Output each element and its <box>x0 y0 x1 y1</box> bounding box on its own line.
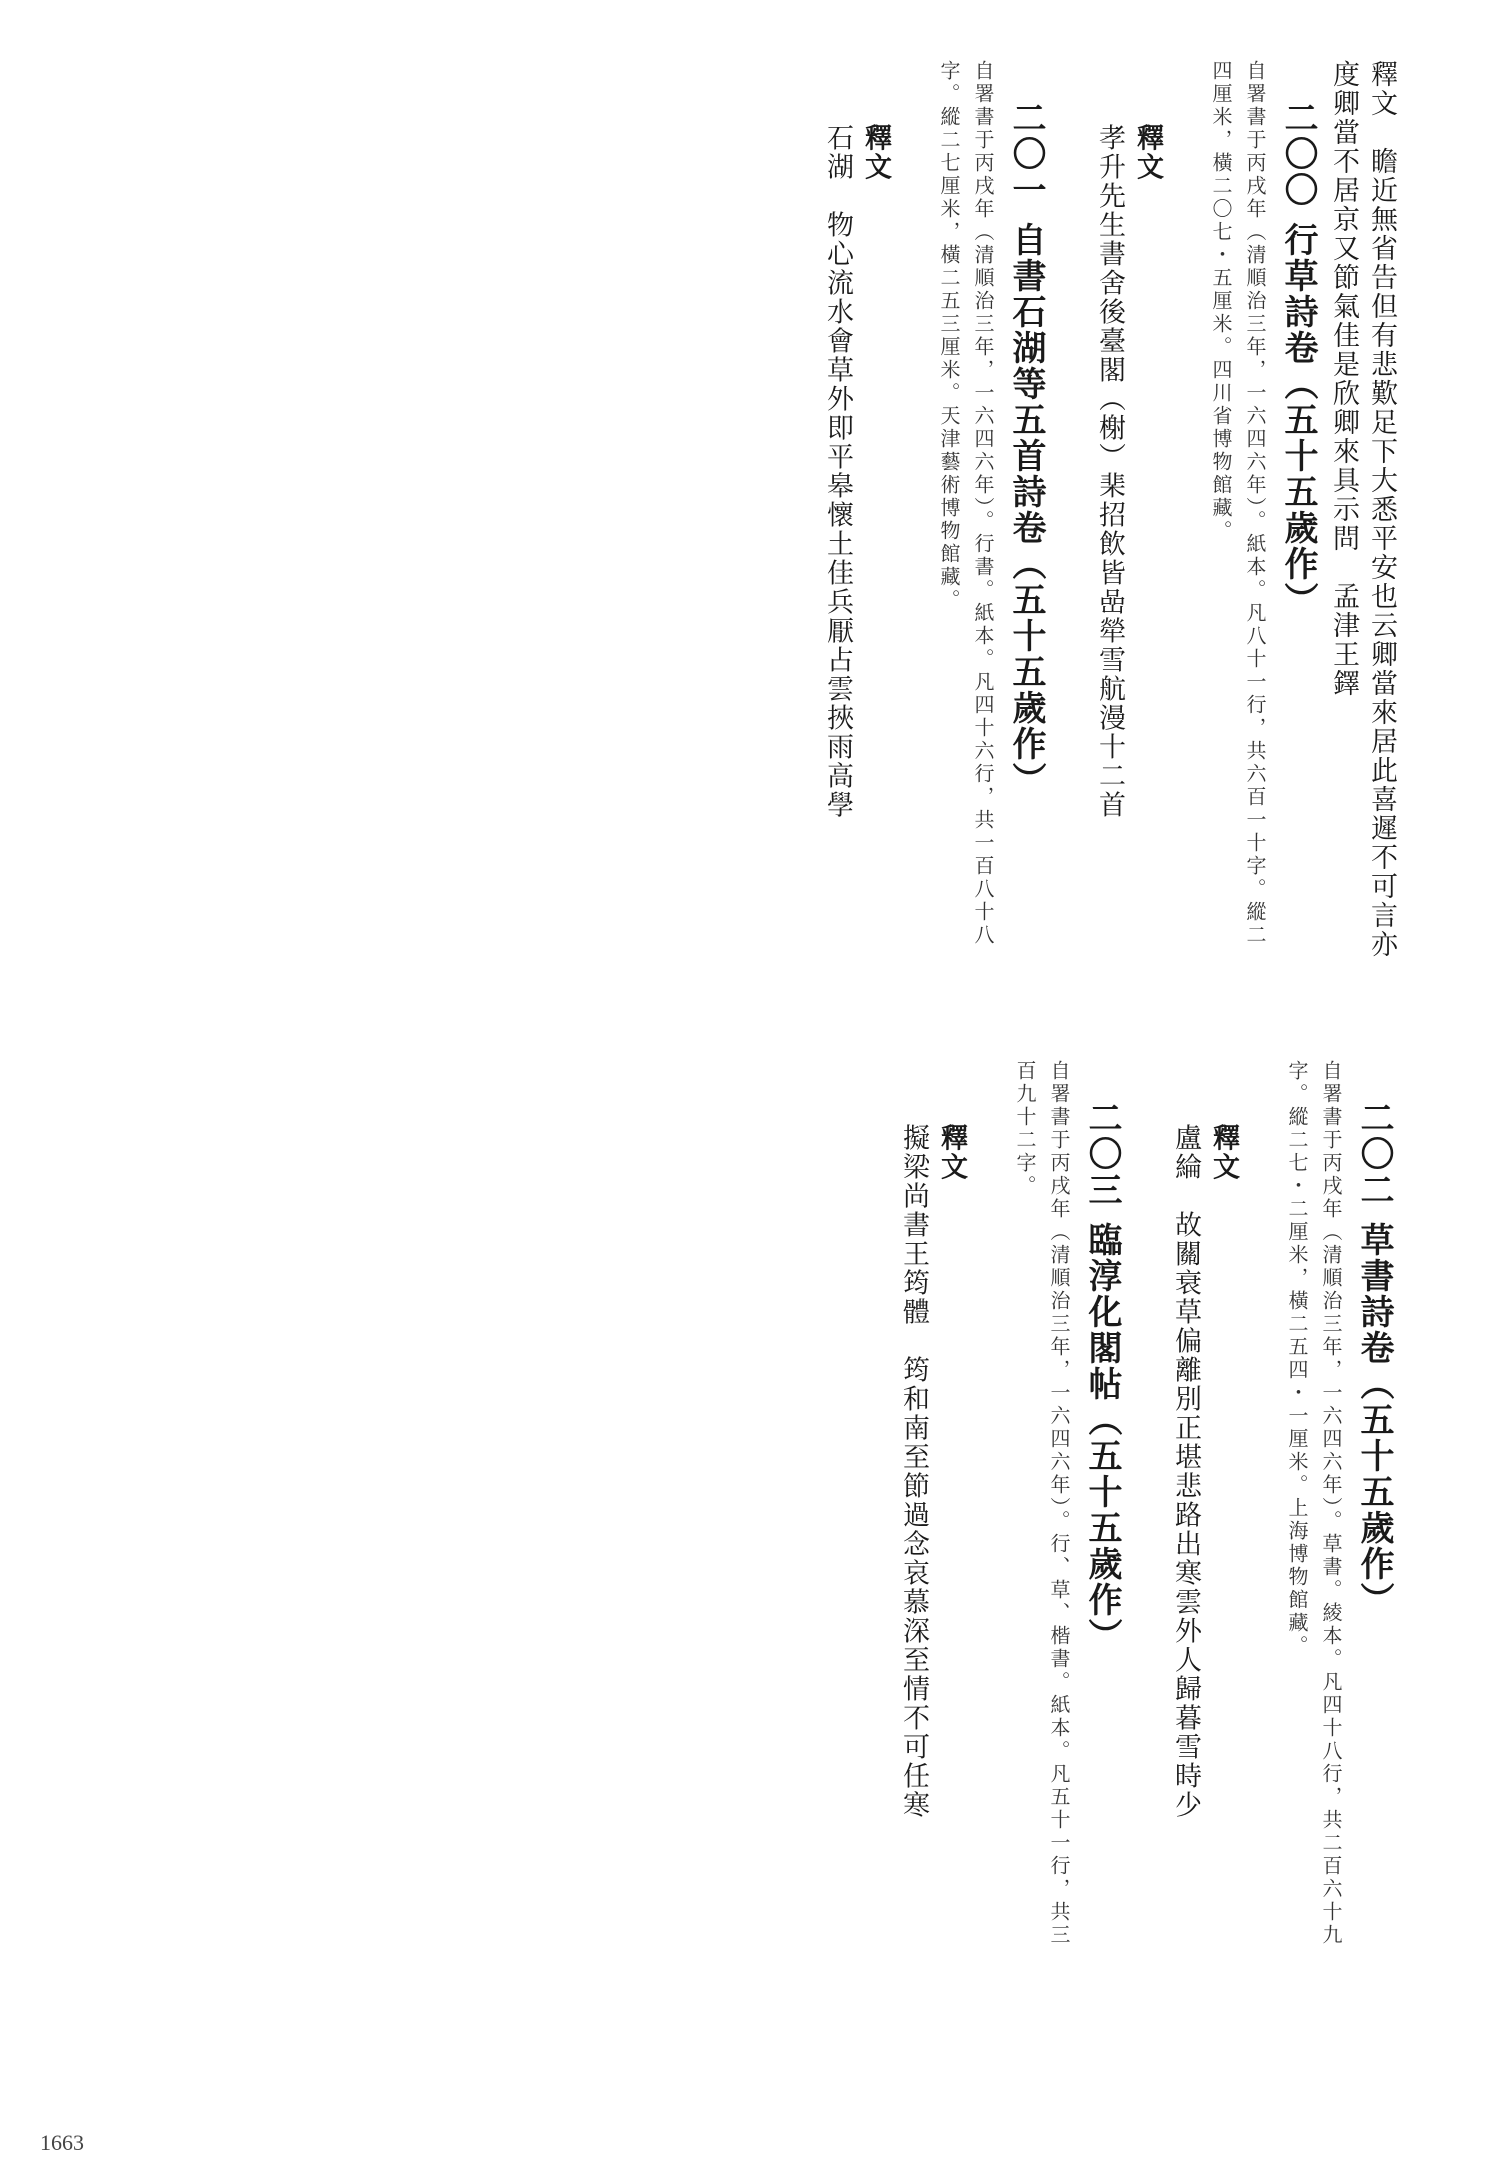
entry-201-meta: 自署書于丙戌年（清順治三年，一六四六年）。行書。紙本。凡四十六行，共一百八十八字。縱二七厘米，橫二五三厘米。天津藝術博物館藏。 <box>937 60 995 947</box>
entry-202-meta: 自署書于丙戌年（清順治三年，一六四六年）。草書。綾本。凡四十八行，共二百六十九字。縱二七・二厘米，橫二五四・一厘米。上海博物館藏。 <box>1285 1060 1343 1947</box>
entry-200-heading <box>1272 100 1324 960</box>
entry-200-number: 二〇〇 <box>1278 100 1318 208</box>
entry-202-title: 草書詩卷（五十五歲作） <box>1354 1221 1394 1618</box>
entry-202-label: 釋文 <box>1208 1123 1239 1182</box>
entry-200-body: 孝升先生書舍後臺閣（榭）棐招飲皆嵒犖雪航漫十二首 <box>1094 123 1125 820</box>
entry-202-heading <box>1348 1100 1400 1960</box>
entry-202-body: 盧綸 故關衰草偏離別正堪悲路出寒雲外人歸暮雪時少 <box>1170 1123 1201 1820</box>
lower-half <box>110 1060 1400 1960</box>
entry-203-meta: 自署書于丙戌年（清順治三年，一六四六年）。行、草、楷書。紙本。凡五十一行，共三百九十二字。 <box>1013 1060 1071 1947</box>
entry-203-body-wrap <box>856 1060 1008 1960</box>
entry-202-body-wrap <box>1128 1060 1280 1960</box>
entry-201-title: 自書石湖等五首詩卷（五十五歲作） <box>1006 221 1046 798</box>
entry-202-number: 二〇二 <box>1354 1100 1394 1208</box>
entry-203-label: 釋文 <box>936 1123 967 1182</box>
entry-201-number: 二〇一 <box>1006 100 1046 208</box>
entry-201-heading <box>1000 100 1052 960</box>
entry-203-body: 擬梁尚書王筠體 筠和南至節過念哀慕深至情不可任寒 <box>898 1123 929 1820</box>
entry-200-meta: 自署書于丙戌年（清順治三年，一六四六年）。紙本。凡八十一行，共六百一十字。縱二四厘米，橫二〇七・五厘米。四川省博物館藏。 <box>1209 60 1267 947</box>
entry-201-label: 釋文 <box>860 123 891 182</box>
entry-200-label: 釋文 <box>1132 123 1163 182</box>
entry-201-body-wrap <box>780 60 932 960</box>
entry-200-title: 行草詩卷（五十五歲作） <box>1278 221 1318 618</box>
entry-203-number: 二〇三 <box>1082 1100 1122 1208</box>
entry-201-body: 石湖 物心流水會草外即平皋懷土佳兵厭占雲挾雨高學 <box>822 123 853 820</box>
page-number: 1663 <box>40 2130 84 2155</box>
upper-half <box>110 60 1400 960</box>
entry-203-title: 臨淳化閣帖（五十五歲作） <box>1082 1221 1122 1654</box>
entry-203-heading <box>1076 1100 1128 1960</box>
entry-0-lead: 釋文 瞻近無省告但有悲歎足下大悉平安也云卿當來居此喜遲不可言亦度卿當不居京又節氣佳是欣卿來具示問 孟津王鐸 <box>1328 60 1397 959</box>
entry-200-body-wrap <box>1052 60 1204 960</box>
